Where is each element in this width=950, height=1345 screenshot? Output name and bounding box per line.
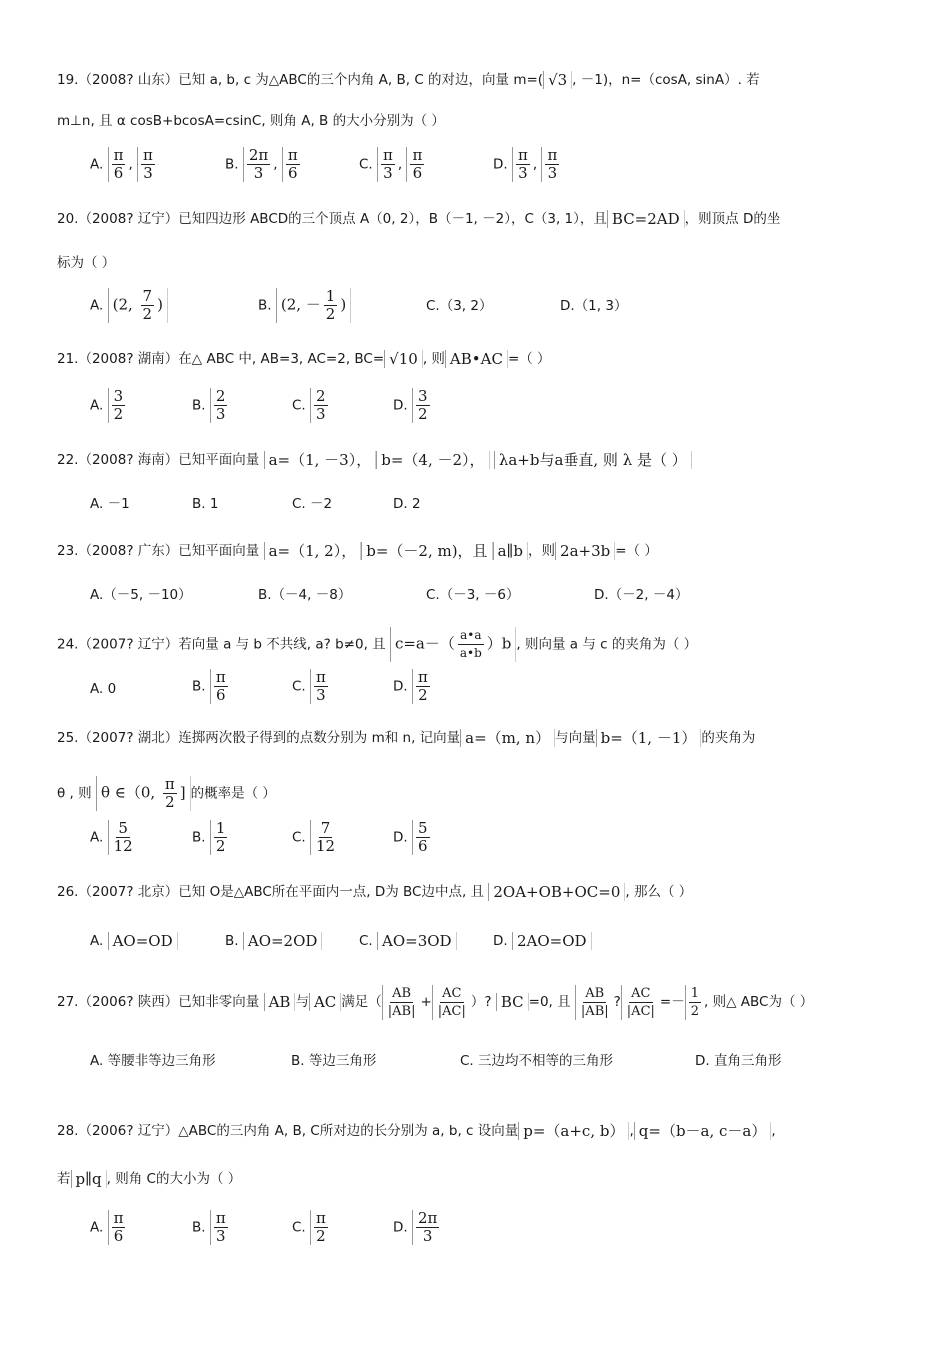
fraction <box>432 985 471 1020</box>
denominator: 3 <box>547 164 558 182</box>
text-segment: =（ ） <box>615 543 658 559</box>
math-expression: a∥b <box>493 542 528 560</box>
text-segment: A. <box>90 397 104 414</box>
numerator: π <box>143 146 153 164</box>
text-segment: 23.（2008? 广东）已知平面向量 <box>57 543 260 559</box>
text-segment: 若 <box>57 1171 71 1187</box>
text-segment: 与 <box>295 994 309 1010</box>
text-segment: 25.（2007? 湖北）连掷两次骰子得到的点数分别为 m和 n, 记向量 <box>57 730 461 746</box>
text-segment: B. <box>258 297 272 314</box>
q28-option-a[interactable] <box>90 1210 128 1245</box>
numerator: AB <box>585 985 605 1001</box>
denominator: 3 <box>316 405 326 423</box>
numerator: 1 <box>325 287 336 305</box>
denominator: 3 <box>216 1227 226 1245</box>
text-segment: =－ <box>659 994 685 1010</box>
text-segment: ) <box>157 295 163 314</box>
q19-option-c[interactable]: C. $\frac{\pi}{3}$ , $\frac{\pi}{6}$ <box>359 147 427 182</box>
q21-option-c[interactable] <box>292 388 331 423</box>
denominator: 6 <box>288 164 298 182</box>
numerator: π <box>383 146 393 164</box>
q24-option-a[interactable] <box>90 679 116 699</box>
q26-option-a[interactable] <box>90 931 178 951</box>
text-segment: A. <box>90 297 104 314</box>
q27-option-c[interactable]: C. 三边均不相等的三角形 <box>460 1053 614 1069</box>
q21-stem <box>57 349 551 369</box>
text-segment: 20.（2008? 辽宁）已知四边形 ABCD的三个顶点 A（0, 2），B（－1, －2），C（3, 1），且 <box>57 211 607 227</box>
q27-option-b[interactable]: B. 等边三角形 <box>291 1053 377 1069</box>
q20-option-c[interactable]: C.（3, 2） <box>426 298 493 314</box>
fraction <box>512 147 533 182</box>
text-segment: θ , 则 <box>57 785 92 802</box>
q24-option-b[interactable] <box>192 669 231 704</box>
text-segment: , <box>771 1123 776 1139</box>
numerator: π <box>316 668 326 686</box>
math-expression: a=（m, n） <box>460 729 555 747</box>
text-segment: D. <box>393 397 408 414</box>
q25-stem <box>57 728 755 748</box>
text-segment: D. <box>493 156 508 173</box>
fraction <box>243 147 273 182</box>
text-segment: , －1)，n=（cosA, sinA）. 若 <box>572 72 760 88</box>
numerator: AB <box>392 985 412 1001</box>
sqrt3: √3 <box>543 71 572 89</box>
math-expression: p∥q <box>71 1170 107 1188</box>
numerator: π <box>316 1209 326 1227</box>
math-expression: a=（1, －3）， <box>264 451 377 469</box>
q28-option-d[interactable] <box>393 1210 442 1245</box>
math-expression: λa+b与a垂直, 则 λ 是（ ） <box>494 451 692 469</box>
q25-option-c[interactable] <box>292 820 340 855</box>
text-segment: 0 <box>107 681 117 697</box>
text-segment: D. <box>393 678 408 695</box>
denominator: 2 <box>418 686 428 704</box>
text-segment: D. <box>493 933 508 949</box>
math-expression: AO=OD <box>108 932 178 950</box>
numerator: π <box>547 146 558 164</box>
denominator: 3 <box>518 164 528 182</box>
fraction <box>310 820 340 855</box>
fraction <box>138 288 158 323</box>
text-segment: 28.（2006? 辽宁）△ABC的三内角 A, B, C所对边的长分别为 a, b, c 设向量 <box>57 1123 519 1139</box>
denominator: 3 <box>143 164 153 182</box>
text-segment: (2, － <box>280 295 321 314</box>
q20-option-d[interactable]: D.（1, 3） <box>560 298 628 314</box>
text-segment: A. <box>90 681 104 697</box>
q25-option-d[interactable] <box>393 820 433 855</box>
q28-option-c[interactable] <box>292 1210 331 1245</box>
q21-option-a[interactable] <box>90 388 128 423</box>
fraction <box>210 1210 231 1245</box>
denominator: 6 <box>113 164 124 182</box>
numerator: π <box>215 668 226 686</box>
q21-option-d[interactable] <box>393 388 433 423</box>
text-segment: ，则顶点 D的坐 <box>684 211 781 227</box>
fraction <box>137 147 158 182</box>
denominator: 12 <box>316 837 336 855</box>
fraction <box>108 147 129 182</box>
text-segment: ）b <box>486 634 512 653</box>
math-expression: 2OA+OB+OC=0 <box>488 883 625 901</box>
text-segment: C. <box>359 933 373 949</box>
text-segment: 19.（2008? 山东）已知 a, b, c 为△ABC的三个内角 A, B, C 的对边，向量 m=( <box>57 72 544 88</box>
q24-option-d[interactable] <box>393 669 433 704</box>
text-segment: 与向量 <box>555 730 596 746</box>
denominator: |AC| <box>626 1003 655 1019</box>
text-segment: A. <box>90 933 104 949</box>
fraction <box>108 388 129 423</box>
q27-stem <box>57 982 813 1022</box>
fraction <box>382 985 421 1020</box>
fraction <box>210 669 231 704</box>
text-segment: 22.（2008? 海南）已知平面向量 <box>57 452 260 468</box>
denominator: 2 <box>113 405 124 423</box>
fraction <box>282 147 303 182</box>
text-segment: , 则△ ABC为（ ） <box>704 994 814 1010</box>
text-segment: C. <box>359 156 373 173</box>
q19-option-b[interactable]: B. $\frac{2\pi}{3}$ , $\frac{\pi}{6}$ <box>225 147 303 182</box>
text-segment: 27.（2006? 陕西）已知非零向量 <box>57 994 260 1010</box>
q24-stem <box>57 627 697 662</box>
numerator: π <box>287 146 298 164</box>
numerator: 2 <box>316 387 326 405</box>
text-segment: (2, <box>112 295 138 314</box>
text-segment: C. <box>292 829 306 846</box>
q19-option-d[interactable]: D. $\frac{\pi}{3}$ , $\frac{\pi}{3}$ <box>493 147 562 182</box>
text-segment: ）? <box>470 994 492 1010</box>
q23-stem <box>57 541 658 561</box>
numerator: 1 <box>690 985 699 1001</box>
q19-stem <box>57 70 760 90</box>
text-segment: 24.（2007? 辽宁）若向量 a 与 b 不共线, a? b≠0, 且 <box>57 636 386 653</box>
text-segment: 的夹角为 <box>701 730 756 746</box>
fraction <box>108 1210 129 1245</box>
numerator: 5 <box>417 819 428 837</box>
numerator: π <box>417 668 428 686</box>
denominator: 6 <box>113 1227 124 1245</box>
fraction <box>685 985 704 1020</box>
text-segment: c=a－（ <box>394 634 455 653</box>
text-segment: 满足（ <box>341 994 382 1010</box>
fraction <box>412 820 433 855</box>
denominator: 2 <box>165 793 175 811</box>
text-segment: ? <box>613 994 621 1010</box>
q26-option-b[interactable] <box>225 931 322 951</box>
q27-option-a[interactable]: A. 等腰非等边三角形 <box>90 1053 216 1069</box>
text-segment: 的概率是（ ） <box>190 785 276 802</box>
denominator: 6 <box>417 837 428 855</box>
numerator: π <box>517 146 528 164</box>
q25-stem-line2 <box>57 776 276 811</box>
text-segment: C. <box>292 397 306 414</box>
text-segment: A. <box>90 829 104 846</box>
numerator: 7 <box>320 819 331 837</box>
fraction <box>310 669 331 704</box>
math-expression: BC <box>496 993 529 1011</box>
text-segment: B. <box>225 156 239 173</box>
math-expression: b=（1, －1） <box>596 729 702 747</box>
q20-stem <box>57 209 780 229</box>
numerator: π <box>113 146 124 164</box>
vector-equation: BC=2AD <box>607 210 685 228</box>
text-segment: B. <box>192 1219 206 1236</box>
math-expression: 2a+3b <box>555 542 615 560</box>
math-expression: q=（b－a, c－a） <box>634 1122 772 1140</box>
fraction <box>377 147 398 182</box>
q24-option-c[interactable] <box>292 669 331 704</box>
q22-option-d[interactable]: D. 2 <box>393 496 421 512</box>
math-expression: a=（1, 2）， <box>264 542 362 560</box>
fraction <box>210 820 231 855</box>
q22-option-b[interactable]: B. 1 <box>192 496 219 512</box>
text-segment: 26.（2007? 北京）已知 O是△ABC所在平面内一点, D为 BC边中点, 且 <box>57 884 485 900</box>
text-segment: B. <box>192 829 206 846</box>
q28-option-b[interactable] <box>192 1210 231 1245</box>
numerator: π <box>412 146 423 164</box>
math-expression: AC <box>309 993 341 1011</box>
dot-product: AB•AC <box>445 350 508 368</box>
q27-option-d[interactable]: D. 直角三角形 <box>695 1053 782 1069</box>
fraction <box>621 985 660 1020</box>
q23-option-c[interactable]: C.（－3, －6） <box>426 587 520 603</box>
math-expression: p=（a+c, b） <box>518 1122 629 1140</box>
fraction <box>310 388 331 423</box>
fraction <box>406 147 427 182</box>
q21-option-b[interactable] <box>192 388 230 423</box>
math-expression <box>108 288 168 323</box>
math-expression: 2AO=OD <box>512 932 592 950</box>
fraction <box>321 288 341 323</box>
q26-option-d[interactable] <box>493 931 592 951</box>
fraction <box>412 669 433 704</box>
denominator: 3 <box>253 164 264 182</box>
text-segment: B. <box>225 933 239 949</box>
q20-option-a[interactable] <box>90 288 168 323</box>
denominator: |AB| <box>580 1003 609 1019</box>
math-expression <box>96 776 191 811</box>
fraction <box>210 388 231 423</box>
numerator: π <box>164 775 175 793</box>
fraction <box>575 985 614 1020</box>
denominator: 6 <box>412 164 423 182</box>
text-segment: B. <box>192 397 206 414</box>
sqrt10: √10 <box>384 350 423 368</box>
denominator: 2 <box>215 837 226 855</box>
denominator: a•b <box>459 646 482 660</box>
q26-option-c[interactable] <box>359 931 457 951</box>
denominator: 2 <box>316 1227 326 1245</box>
fraction <box>310 1210 331 1245</box>
text-segment: A. <box>90 1219 104 1236</box>
text-segment: , 则 <box>422 351 445 367</box>
fraction <box>108 820 138 855</box>
text-segment: ] <box>179 783 186 802</box>
denominator: 2 <box>142 305 153 323</box>
fraction <box>412 1210 442 1245</box>
text-segment: D. <box>393 1219 408 1236</box>
text-segment: 21.（2008? 湖南）在△ ABC 中, AB=3, AC=2, BC= <box>57 351 385 367</box>
text-segment: B. <box>192 678 206 695</box>
text-segment: , 则角 C的大小为（ ） <box>106 1171 242 1187</box>
numerator: AC <box>442 985 462 1001</box>
numerator: 2 <box>215 387 226 405</box>
text-segment: =（ ） <box>507 351 551 367</box>
denominator: 3 <box>215 405 226 423</box>
text-segment: θ ∈（0, <box>100 783 160 802</box>
denominator: 3 <box>383 164 393 182</box>
denominator: 2 <box>325 305 336 323</box>
numerator: 3 <box>417 387 428 405</box>
q28-stem-line2 <box>57 1169 241 1189</box>
q22-option-c[interactable]: C. －2 <box>292 496 333 512</box>
q25-option-a[interactable] <box>90 820 138 855</box>
denominator: 6 <box>216 686 226 704</box>
numerator: a•a <box>458 627 483 645</box>
text-segment: A. <box>90 156 104 173</box>
q26-stem <box>57 882 692 902</box>
denominator: |AB| <box>387 1003 416 1019</box>
math-expression: b=（4, －2）， <box>376 451 489 469</box>
q22-option-a[interactable]: A. －1 <box>90 496 130 512</box>
q23-option-d[interactable]: D.（－2, －4） <box>594 587 689 603</box>
math-expression <box>276 288 351 323</box>
q19-option-a[interactable]: A. $\frac{\pi}{6}$ , $\frac{\pi}{3}$ <box>90 147 158 182</box>
q19-stem-line2: m⊥n, 且 α cosB+bcosA=csinC, 则角 A, B 的大小分别为（ ） <box>57 113 445 129</box>
q23-option-b[interactable]: B.（－4, －8） <box>258 587 352 603</box>
fraction <box>412 388 433 423</box>
denominator: 2 <box>690 1003 699 1019</box>
math-expression: AO=2OD <box>243 932 323 950</box>
numerator: 5 <box>118 819 128 837</box>
math-expression <box>390 627 516 662</box>
numerator: 2π <box>248 146 269 164</box>
math-expression: AO=3OD <box>377 932 457 950</box>
denominator: 3 <box>316 686 326 704</box>
denominator: 12 <box>113 837 133 855</box>
text-segment: + <box>420 994 432 1010</box>
numerator: 3 <box>113 387 124 405</box>
text-segment: , 则向量 a 与 c 的夹角为（ ） <box>516 636 698 653</box>
text-segment: , 那么（ ） <box>625 884 693 900</box>
denominator: |AC| <box>437 1003 466 1019</box>
numerator: π <box>215 1209 226 1227</box>
fraction <box>541 147 562 182</box>
q20-option-b[interactable] <box>258 288 351 323</box>
text-segment: ) <box>340 295 347 314</box>
q20-stem-line2: 标为（ ） <box>57 255 116 271</box>
denominator: 2 <box>417 405 428 423</box>
text-segment: , <box>629 1123 634 1139</box>
q23-option-a[interactable]: A.（－5, －10） <box>90 587 192 603</box>
numerator: 2π <box>417 1209 438 1227</box>
numerator: π <box>113 1209 124 1227</box>
math-expression: AB <box>264 993 296 1011</box>
math-expression: b=（－2, m)，且 <box>361 542 492 560</box>
text-segment: ，则 <box>528 543 556 559</box>
q28-stem <box>57 1121 776 1141</box>
numerator: 1 <box>215 819 226 837</box>
text-segment: C. <box>292 678 306 695</box>
q25-option-b[interactable] <box>192 820 230 855</box>
fraction <box>160 776 180 811</box>
q22-stem <box>57 450 692 470</box>
fraction <box>455 627 487 662</box>
text-segment: D. <box>393 829 408 846</box>
numerator: 7 <box>142 287 153 305</box>
text-segment: C. <box>292 1219 306 1236</box>
numerator: AC <box>631 985 651 1001</box>
text-segment: =0, 且 <box>528 994 571 1010</box>
denominator: 3 <box>422 1227 433 1245</box>
